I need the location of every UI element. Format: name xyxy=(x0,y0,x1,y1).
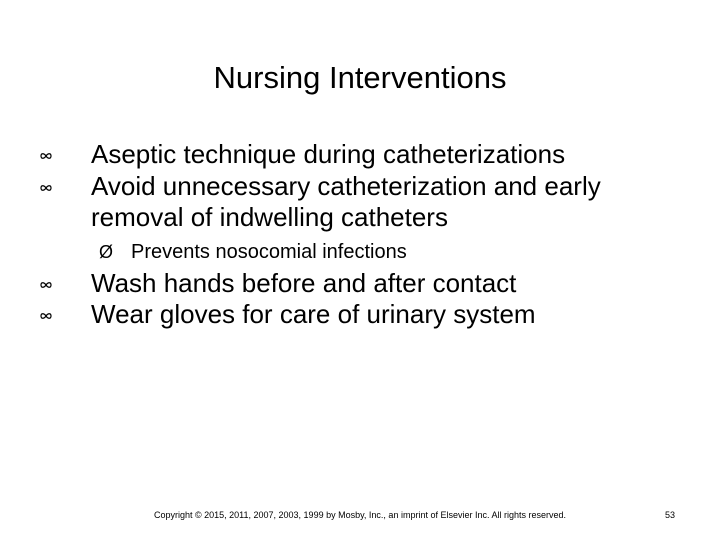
slide-title: Nursing Interventions xyxy=(213,60,507,95)
bullet-item xyxy=(40,299,690,331)
arrowhead-icon: Ø xyxy=(99,241,114,262)
infinity-icon xyxy=(40,183,52,193)
bullet-text: Avoid unnecessary catheterization and early removal of indwelling catheters xyxy=(91,170,601,232)
bullet-list xyxy=(40,139,690,331)
infinity-icon xyxy=(40,311,52,321)
bullet-text: Wear gloves for care of urinary system xyxy=(91,299,536,329)
page-number: 53 xyxy=(665,510,676,520)
bullet-item xyxy=(40,171,690,234)
bullet-item xyxy=(40,139,690,171)
bullet-text: Wash hands before and after contact xyxy=(91,267,517,298)
infinity-icon xyxy=(40,151,52,161)
sub-bullet-text: Prevents nosocomial infections xyxy=(131,240,407,263)
copyright-notice: Copyright © 2015, 2011, 2007, 2003, 1999 by Mosby, Inc., an imprint of Elsevier Inc. All rights reserved. xyxy=(153,510,567,520)
bullet-item xyxy=(40,268,690,300)
infinity-icon xyxy=(40,280,52,290)
bullet-text: Aseptic technique during catheterizations xyxy=(91,139,566,169)
sub-bullet-item xyxy=(40,239,690,265)
